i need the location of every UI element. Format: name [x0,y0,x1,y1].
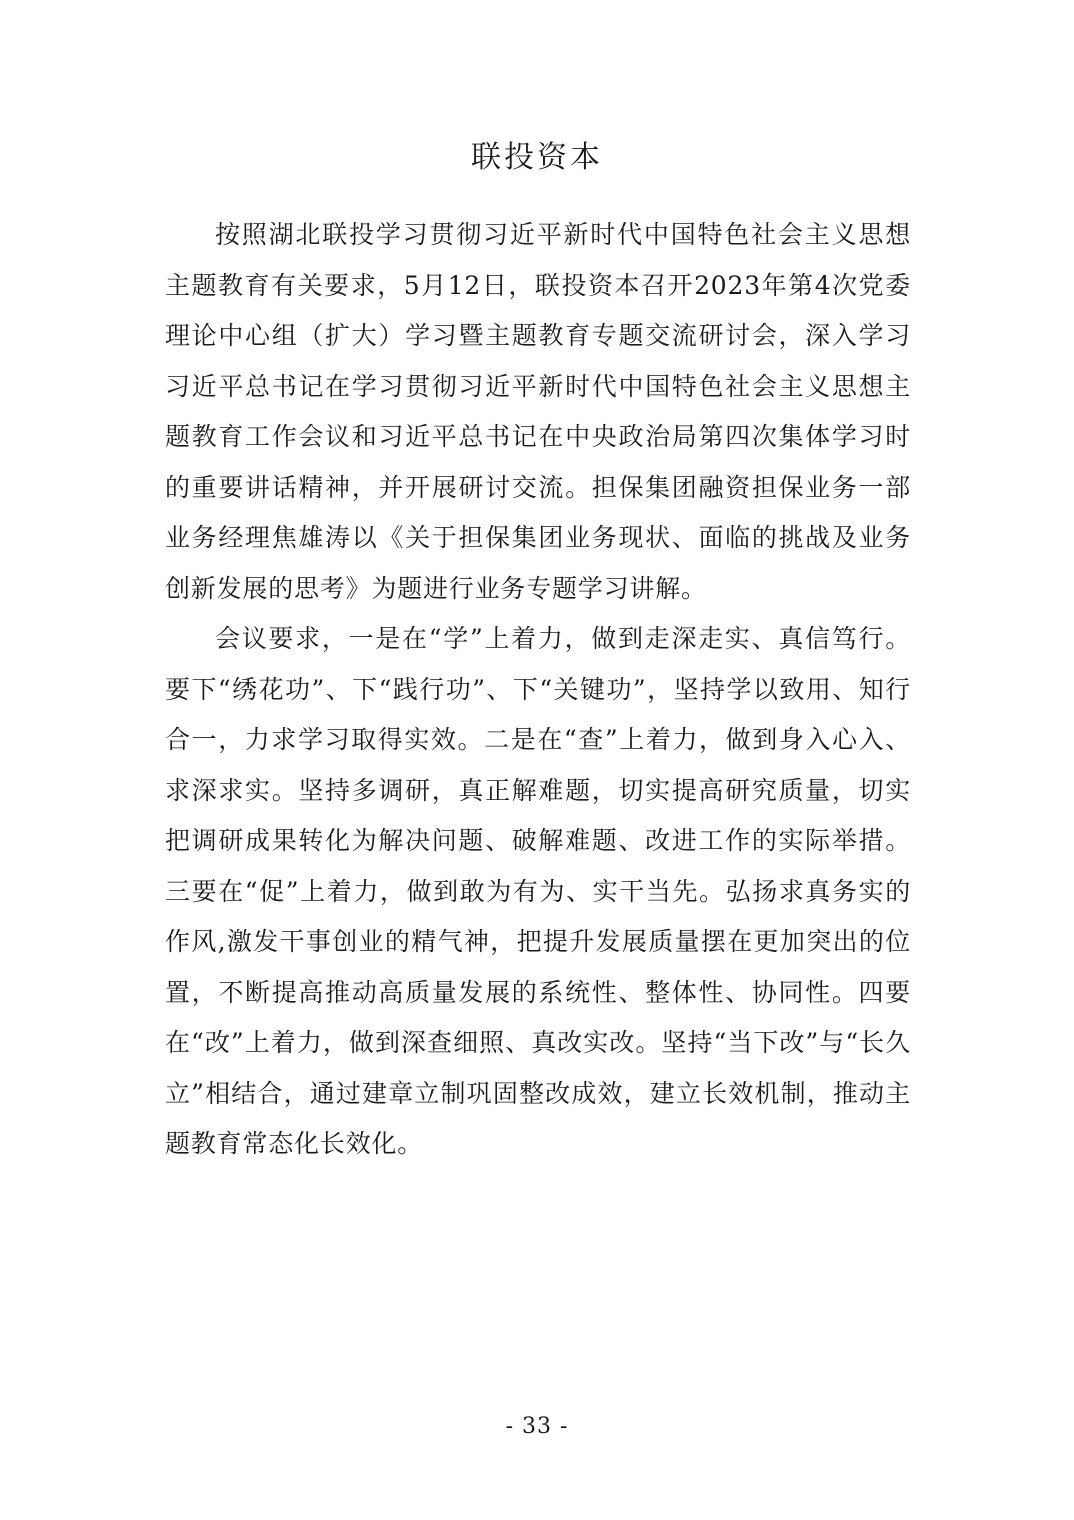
page-title: 联投资本 [471,140,603,175]
article-body [165,210,911,1170]
page-number: - 33 - [505,1414,569,1439]
paragraph-2: 会议要求，一是在“学”上着力，做到走深走实、真信笃行。要下“绣花功”、下“践行功”、下“关键功”，坚持学以致用、知行合一，力求学习取得实效。二是在“查”上着力，做到身入心入、求深求实。坚持多调研，真正解难题，切实提高研究质量，切实把调研成果转化为解决问题、破解难题、改进工作的实际举措。三要在“促”上着力，做到敢为有为、实干当先。弘扬求真务实的作风,激发干事创业的精气神，把提升发展质量摆在更加突出的位置，不断提高推动高质量发展的系统性、整体性、协同性。四要在“改”上着力，做到深查细照、真改实改。坚持“当下改”与“长久立”相结合，通过建章立制巩固整改成效，建立长效机制，推动主题教育常态化长效化。 [165,624,911,1158]
paragraph-1: 按照湖北联投学习贯彻习近平新时代中国特色社会主义思想主题教育有关要求，5月12日，联投资本召开2023年第4次党委理论中心组（扩大）学习暨主题教育专题交流研讨会，深入学习习近平总书记在学习贯彻习近平新时代中国特色社会主义思想主题教育工作会议和习近平总书记在中央政治局第四次集体学习时的重要讲话精神，并开展研讨交流。担保集团融资担保业务一部业务经理焦雄涛以《关于担保集团业务现状、面临的挑战及业务创新发展的思考》为题进行业务专题学习讲解。 [165,220,911,603]
